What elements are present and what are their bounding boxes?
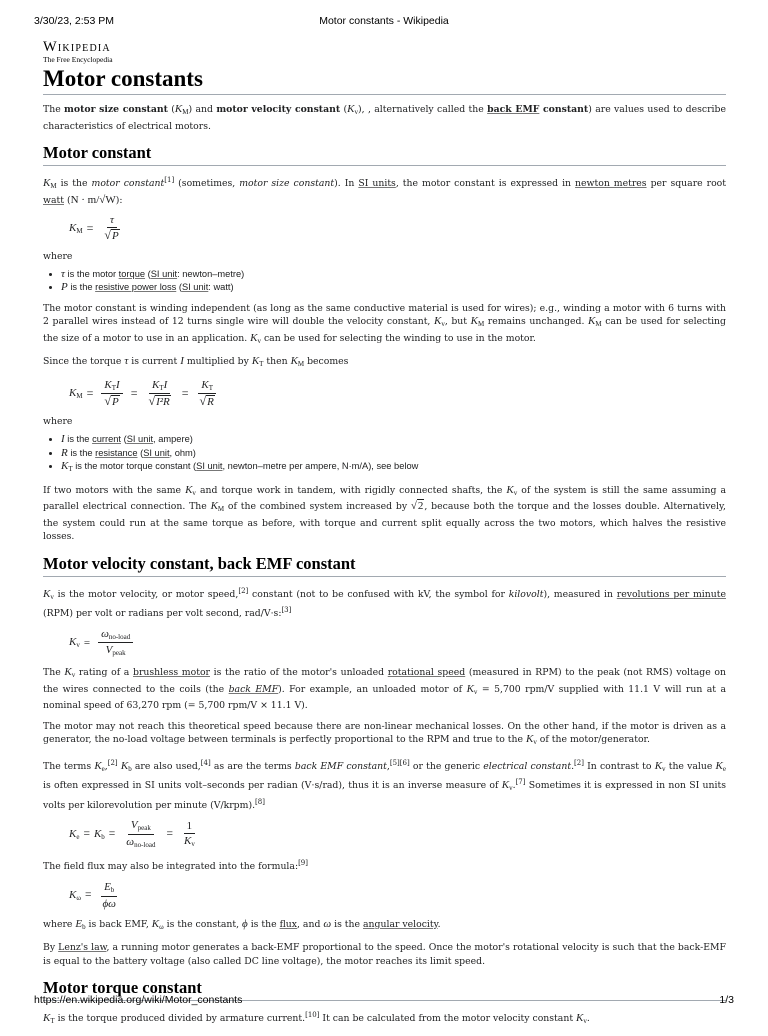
field-flux-paragraph: The field flux may also be integrated into the formula:[9] <box>43 859 308 873</box>
link-si-unit[interactable]: SI unit <box>150 268 178 279</box>
list-item: • P is the resistive power loss (SI unit: watt) <box>61 281 726 295</box>
link-torque[interactable]: torque <box>118 268 146 279</box>
link-resistance[interactable]: resistance <box>95 447 138 458</box>
terms-paragraph: The terms $K_e,[2]$ $K_b$ are also used,[4] as are the terms back EMF constant,[5][6] or the generic electrical constant.[2] In contrast to $K_v$ the value $K_e$ is often expressed in SI units volt–seconds per radian (V⋅s/rad), thus it is an inverse measure of $K_v.[7]$ Sometimes it is expressed in non SI units volts per kilorevolution per minute (V/krpm).[8] <box>43 758 726 811</box>
citation-5[interactable]: [5] <box>389 758 400 767</box>
link-resistive-power-loss[interactable]: resistive power loss <box>95 282 177 293</box>
kv-rating-paragraph: The $K_v$ rating of a brushless motor is the ratio of the motor's unloaded rotational speed (measured in RPM) to the peak (not RMS) voltage on the wires connected to the coils (the back EMF). For example, an unloaded motor of $K_v = 5,700$ rpm/V supplied with 11.1 V will run at a nominal speed of 63,270 rpm (= 5,700 rpm/V × 11.1 V). <box>43 666 727 712</box>
link-si-unit[interactable]: SI unit <box>143 447 170 458</box>
page-title: Motor constants <box>43 66 726 95</box>
link-angular-velocity[interactable]: angular velocity <box>363 918 438 930</box>
where-back-emf-paragraph: where $E_b$ is back EMF, $K_\omega$ is the constant, ϕ is the flux, and ω is the angular velocity. <box>43 917 441 931</box>
link-si-units[interactable]: SI units <box>358 178 396 190</box>
formula-kv: $K_v$ = $\omega_{no-load}$ $V_{peak}$ <box>69 628 726 658</box>
print-datetime: 3/30/23, 2:53 PM <box>34 15 114 27</box>
torque-current-paragraph: Since the torque τ is current I multiplied by $K_T$ then $K_M$ becomes <box>43 355 349 369</box>
section-heading-motor-constant: Motor constant <box>43 143 726 166</box>
citation-3[interactable]: [3] <box>281 606 292 615</box>
link-flux[interactable]: flux <box>279 918 298 930</box>
formula-ke: $K_e$ = $K_b$ = $V_{peak}$ $\omega_{no-load}$ = $\frac{1}{K_v}$ <box>69 819 195 849</box>
print-url: https://en.wikipedia.org/wiki/Motor_constants <box>34 994 243 1006</box>
link-back-emf[interactable]: back EMF <box>487 104 540 116</box>
citation-2[interactable]: [2] <box>238 586 249 595</box>
link-back-emf-2[interactable]: back EMF <box>228 683 279 695</box>
link-si-unit[interactable]: SI unit <box>126 434 154 445</box>
lenz-law-paragraph: By Lenz's law, a running motor generates a back-EMF proportional to the speed. Once the motor's rotational velocity is such that the back-EMF is equal to the battery voltage (also called DC line voltage), the motor reaches its limit speed. <box>43 942 726 967</box>
wikipedia-wordmark: Wikipedia <box>43 39 111 55</box>
citation-10[interactable]: [10] <box>305 1011 320 1020</box>
link-newton-metres[interactable]: newton metres <box>575 178 647 190</box>
print-page-number: 1/3 <box>719 994 734 1006</box>
torque-constant-definition: $K_T$ is the torque produced divided by armature current.[10] It can be calculated from the motor velocity constant $K_v$. <box>43 1011 590 1026</box>
section-heading-velocity-constant: Motor velocity constant, back EMF constant <box>43 554 726 577</box>
velocity-definition: $K_v$ is the motor velocity, or motor speed,[2] constant (not to be confused with kV, the symbol for kilovolt), measured in revolutions per minute (RPM) per volt or radians per volt second, rad/V·s:[3] <box>43 586 726 620</box>
list-item: • I is the current (SI unit, ampere) <box>61 433 726 447</box>
intro-paragraph: The motor size constant $(K_M)$ and motor velocity constant $(K_v)$, , alternatively called the back EMF constant) are values used to describe characteristics of electrical motors. <box>43 103 726 132</box>
citation-7[interactable]: [7] <box>515 778 526 787</box>
list-item: • $K_T$ is the motor torque constant (SI unit, newton–metre per ampere, N·m/A), see below <box>61 460 726 477</box>
link-lenzs-law[interactable]: Lenz's law <box>58 942 107 954</box>
variable-list-2 <box>43 433 726 477</box>
winding-paragraph: The motor constant is winding independent (as long as the same conductive material is used for wires); e.g., winding a motor with 6 turns with 2 parallel wires instead of 12 turns single wire will double the velocity constant, $K_v$, but $K_M$ remains unchanged. $K_M$ can be used for selecting the size of a motor to use in an application. $K_v$ can be used for selecting the winding to use in the motor. <box>43 302 726 345</box>
link-watt[interactable]: watt <box>43 194 64 206</box>
formula-komega: $K_\omega$ = $\frac{E_b}{\phi\omega}$ <box>69 880 116 910</box>
list-item: • τ is the motor torque (SI unit: newton–metre) <box>61 268 726 282</box>
link-current[interactable]: current <box>92 434 121 445</box>
formula-km-expanded: $K_M$ = $K_TI$ √P = $K_TI$ √I²R = $\frac{K_T}{√R}$ <box>69 379 726 409</box>
formula-km: $K_M$ = $\frac{\tau}{√P}$ <box>69 214 119 243</box>
section-heading-torque-constant: Motor torque constant <box>43 978 726 1001</box>
article <box>43 38 726 1036</box>
link-si-unit[interactable]: SI unit <box>196 461 223 472</box>
citation-2[interactable]: [2] <box>574 758 584 767</box>
link-rotational-speed[interactable]: rotational speed <box>387 667 466 679</box>
link-revolutions-per-minute[interactable]: revolutions per minute <box>616 588 726 600</box>
theoretical-speed-paragraph: The motor may not reach this theoretical speed because there are non-linear mechanical losses. On the other hand, if the motor is driven as a generator, the no-load voltage between terminals is perfectly proportional to the RPM and true to the $K_v$ of the motor/generator. <box>43 720 726 747</box>
citation-8[interactable]: [8] <box>255 797 265 806</box>
citation-1[interactable]: [1] <box>164 176 175 185</box>
tandem-paragraph: If two motors with the same $K_v$ and torque work in tandem, with rigidly connected shafts, the $K_v$ of the system is still the same assuming a parallel electrical connection. The $K_M$ of the combined system increased by √2, because both the torque and the losses double. Alternatively, the system could run at the same torque as before, with torque and current split equally across the two motors, which halves the resistive losses. <box>43 483 726 543</box>
list-item: • R is the resistance (SI unit, ohm) <box>61 447 726 461</box>
wikipedia-logo[interactable] <box>43 40 726 63</box>
wikipedia-tagline: The Free Encyclopedia <box>43 54 113 64</box>
where-label-2: where <box>43 416 73 428</box>
citation-2[interactable]: [2] <box>107 758 118 767</box>
citation-4[interactable]: [4] <box>200 758 211 767</box>
print-tab-title: Motor constants - Wikipedia <box>319 15 449 27</box>
variable-list-1 <box>43 268 726 295</box>
citation-9[interactable]: [9] <box>298 859 308 868</box>
link-brushless-motor[interactable]: brushless motor <box>133 667 210 679</box>
where-label-1: where <box>43 250 73 262</box>
motor-constant-definition: $K_M$ is the motor constant[1] (sometimes, motor size constant). In SI units, the motor constant is expressed in newton metres per square root watt (N · m/√W): <box>43 176 727 206</box>
citation-6[interactable]: [6] <box>399 758 410 767</box>
link-si-unit[interactable]: SI unit <box>181 282 209 293</box>
